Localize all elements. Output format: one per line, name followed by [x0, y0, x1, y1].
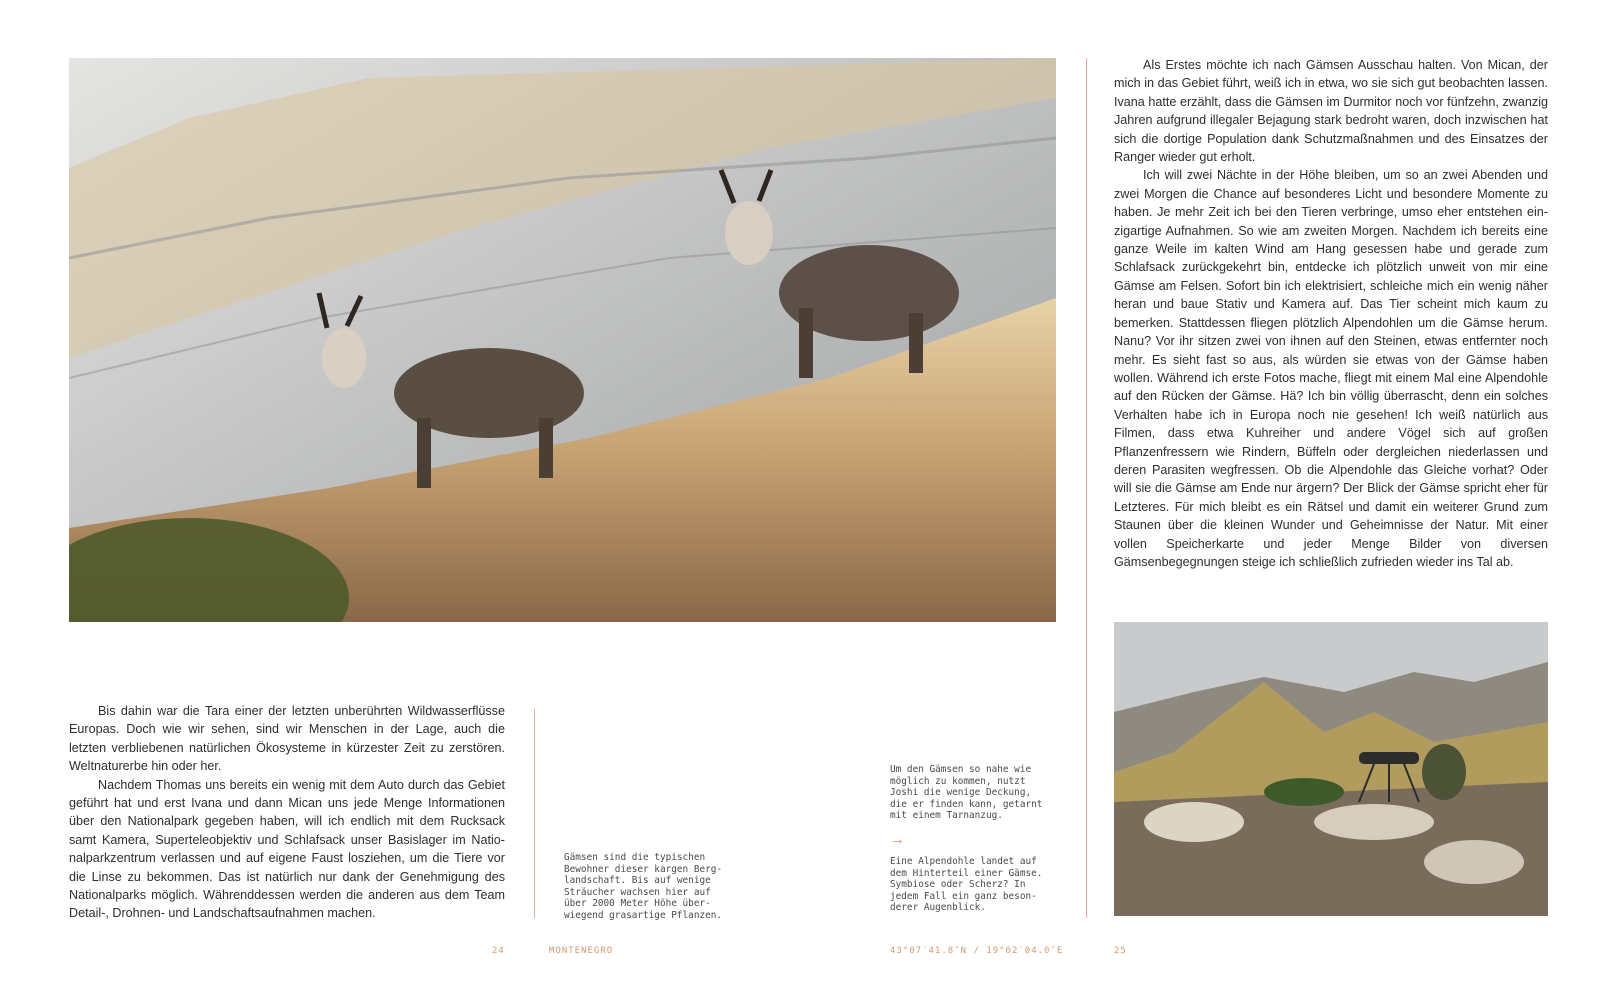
left-body-text [69, 702, 505, 923]
page-number-left: 24 [492, 946, 505, 956]
caption-chamois: Gämsen sind die typischen Bewohner dieser kargen Berg- landschaft. Bis auf wenige Sträucher wachsen hier auf über 2000 Meter Höhe über- wiegend grasartige Pflanzen. [564, 852, 723, 921]
photographer-photo [1114, 622, 1548, 916]
left-paragraph: Bis dahin war die Tara einer der letzten unberührten Wildwasserflüsse Europas. Doch wie wir sehen, sind wir Menschen in der Lage, auch die letzten verbliebenen natürlichen Ökosysteme in kürzester Zeit zu zerstören. Weltnaturerbe hin oder her. [69, 704, 505, 774]
left-paragraph: Nachdem Thomas uns bereits ein wenig mit dem Auto durch das Gebiet geführt hat und erst Ivana und dann Mican uns jede Menge Informationen über den Nationalpark gegeben haben, will ich endlich mit dem Rucksack samt Kamera, Superteleobjektiv und Schlafsack unser Basislager im Nationalparkzentrum verlassen und auf eigene Faust losziehen, um die Tiere vor die Linse zu bekommen. Das ist natürlich nur dank der Genehmigung des Nationalparks möglich. Währenddessen werden die anderen aus dem Team Detail-, Drohnen- und Landschaftsaufnahmen machen. [69, 777, 505, 921]
gutter-divider [1086, 58, 1087, 918]
column-divider [534, 708, 535, 918]
caption-alpine-chough: Eine Alpendohle landet auf dem Hinterteil einer Gämse. Symbiose oder Scherz? In jedem Fall ein ganz beson- derer Augenblick. [890, 856, 1043, 914]
coordinates: 43°07′41.8″N / 19°02′04.0″E [890, 946, 1064, 956]
right-paragraph: Ich will zwei Nächte in der Höhe bleiben, um so an zwei Abenden und zwei Morgen die Chance auf besonderes Licht und besondere Momente zu haben. Je mehr Zeit ich bei den Tieren verbringe, umso eher entstehen einzigartige Aufnahmen. So wie am zweiten Morgen. Nachdem ich bereits eine ganze Weile im kalten Wind am Hang gesessen habe und gerade zum Schlafsack zurückgekehrt bin, entdecke ich plötzlich unweit von mir eine Gämse am Felsen. Sofort bin ich elektrisiert, schleiche mich ein wenig näher heran und baue Stativ und Kamera auf. Das Tier scheint mich kaum zu bemerken. Stattdessen fliegen plötzlich Alpendohlen um die Gämse herum. Nanu? Vor ihr sitzen zwei von ihnen auf den Steinen, etwas entfernter noch mehr. Es sieht fast so aus, als würden sie etwas von der Gämse haben wollen. Während ich erste Fotos mache, fliegt mit einem Mal eine Alpendohle auf den Rücken der Gämse. Hä? Ich bin völlig überrascht, denn ein solches Verhalten habe ich in Europa noch nie gesehen! Ich weiß natürlich aus Filmen, dass etwa Kuhreiher und andere Vögel sich auf großen Pflanzenfressern wie Rindern, Büffeln oder dergleichen niederlassen und deren Parasiten wegfressen. Ob die Alpendohle das Gleiche vorhat? Oder will sie die Gämse am Ende nur ärgern? Der Blick der Gämse spricht eher für Letzteres. Für mich bleibt es ein Rätsel und damit ein weiterer Grund zum Staunen über die kleinen Wunder und Geheimnisse der Natur. Mit einer vollen Speicherkarte und jeder Menge Bilder von diversen Gämsenbegegnungen steige ich schließlich zufrieden wieder ins Tal ab. [1114, 168, 1548, 569]
section-label: MONTENEGRO [549, 946, 614, 956]
chamois-illustration [69, 58, 1056, 622]
page-number-right: 25 [1114, 946, 1127, 956]
arrow-right-icon: → [890, 831, 905, 848]
right-paragraph: Als Erstes möchte ich nach Gämsen Ausschau halten. Von Mican, der mich in das Gebiet führt, weiß ich in etwa, wo sie sich gut beobachten lassen. Ivana hatte erzählt, dass die Gämsen im Durmitor noch vor fünfzehn, zwanzig Jahren aufgrund illegaler Bejagung stark bedroht waren, doch inzwischen hat sich die dortige Population dank Schutzmaßnahmen und des Einsatzes der Ranger wieder gut erholt. [1114, 58, 1548, 165]
photographer-illustration [1114, 622, 1548, 916]
right-body-text [1114, 56, 1548, 571]
caption-photographer: Um den Gämsen so nahe wie möglich zu kommen, nutzt Joshi die wenige Deckung, die er finden kann, getarnt mit einem Tarnanzug. [890, 764, 1043, 822]
chamois-photo [69, 58, 1056, 622]
